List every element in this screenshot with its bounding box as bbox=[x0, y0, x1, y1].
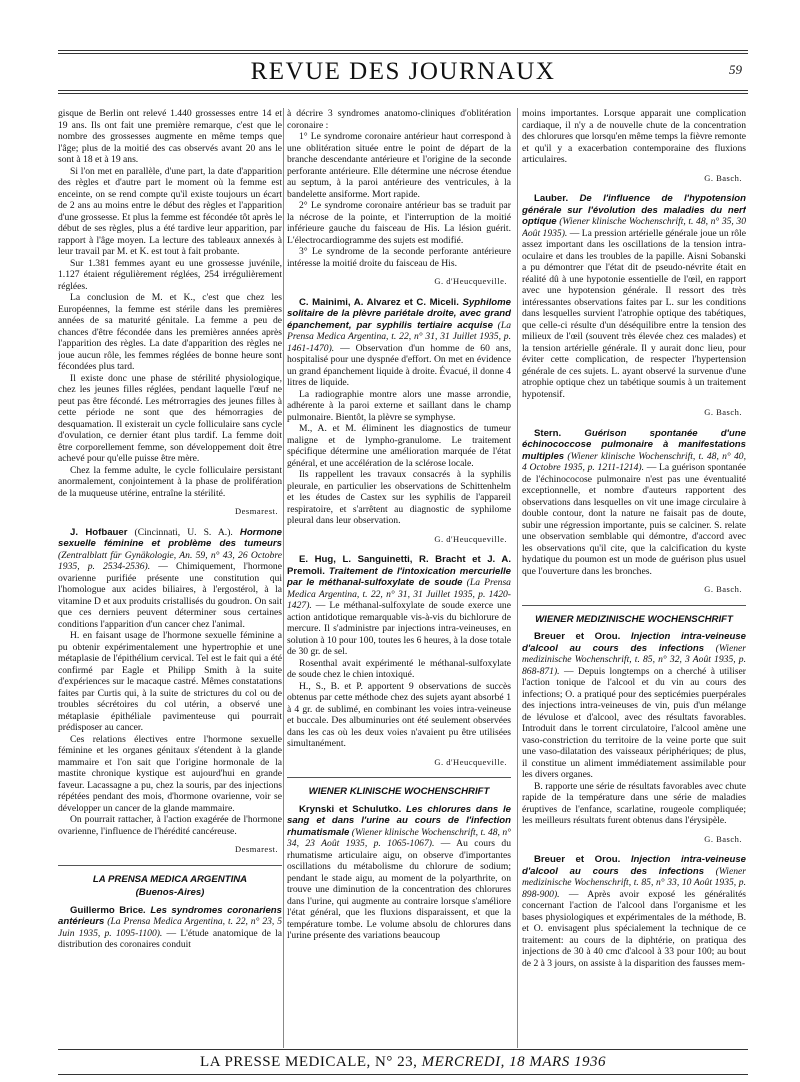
paragraph: La conclusion de M. et K., c'est que chez les Européennes, la femme est stérile dans les premières années de sa maturité génitale. La femme a peu de chances d'être fécondée dans les premières années après l'apparition des règles. La date d'apparition des règles ne joue aucun rôle, les femmes réglées de bonne heure sont fécondées plus tard. bbox=[58, 292, 282, 372]
article-hug bbox=[287, 554, 511, 658]
article-body: — La pression artérielle générale joue un rôle assez important dans les oscillations de la tension intra-oculaire et dans les troubles de la papille. Aisni Sobanski a pu démontrer que l'état dit de pseudo-névrite était en réalité dû à une hypotonie essentielle de l'œil, en rapport avec une hypotension générale. Il ressort des très intéressantes observations faites par L. sur les conditions dans lesquelles survient l'atrophie optique des tabétiques, que celle-ci résulte d'un déséquilibre entre la tension des milieux de l'œil (souvent très élevée chez ces malades) et la tension artérielle générale. Il y aurait donc lieu, pour éviter cette complication, de respecter l'hypertension générale de ces sujets. L. ayant observé la survenue d'une atrophie optique chez un tabétique soumis à un traitement hypotensif. bbox=[522, 227, 746, 400]
article-author: Lauber. bbox=[534, 193, 569, 204]
column-divider-1 bbox=[283, 108, 284, 1048]
journal-section-title: REVUE DES JOURNAUX bbox=[250, 58, 556, 85]
column-left bbox=[58, 108, 282, 1053]
paragraph: Ces relations électives entre l'hormone sexuelle féminine et les organes génitaux s'étendent à la glande mammaire et l'on sait que l'origine hormonale de la mastite chronique kystique est aujourd'hui en grande faveur. Lacassagne a pu, chez la souris, par des injections répétées pendant des mois, d'hormone ovarienne, voir se développer un cancer de la glande mammaire. bbox=[58, 733, 282, 814]
article-krynski bbox=[287, 804, 511, 942]
article-body: — Depuis longtemps on a cherché à utiliser l'action tonique de l'alcool et du vin au cours des infections; O. a pratiqué pour des septicémies puerpérales des injections intra-veineuses de vin, puis d'un mélange de lévulose et d'alcool, avec des résultats favorables. Introduit dans le torrent circulatoire, l'alcool amène une vaso-constriction du territoire de la veine porte que suit une vaso-dilatation des vaisseaux périphériques; de plus, il constitue un aliment immédiatement assimilable pour les divers organes. bbox=[522, 665, 746, 780]
paragraph: On pourrait rattacher, à l'action exagérée de l'hormone ovarienne, l'influence de l'hérédité cancéreuse. bbox=[58, 814, 282, 837]
section-divider bbox=[522, 605, 746, 606]
article-hofbauer bbox=[58, 527, 282, 631]
paragraph: Ils rappellent les travaux consacrés à la syphilis pleurale, en particulier les observations de Schittenhelm et les études de Castex sur les syphilis de l'appareil respiratoire, et s'arrêtent au diagnostic de syphilome pleural dans leur observation. bbox=[287, 469, 511, 526]
footer-journal: LA PRESSE MEDICALE, N° 23, bbox=[200, 1054, 422, 1070]
article-breuer-2 bbox=[522, 854, 746, 969]
paragraph: H., S., B. et P. apportent 9 observations de succès obtenus par cette méthode chez des sujets ayant absorbé 1 à 4 gr. de sublimé, en combinant les voies intra-veineuse et buccale. Des albuminuries ont été seulement observées dans les cas où les deux voies n'avaient pu être utilisées simultanément. bbox=[287, 680, 511, 749]
column-right bbox=[522, 108, 746, 1053]
article-source: (La Prensa Medica Argentina, t. 22, n° 31, 31 Juillet 1935, p. 1420-1427). bbox=[287, 577, 511, 611]
article-source: (Wiener medizinische Wochenschrift, t. 85, n° 33, 10 Août 1935, p. 898-900). bbox=[522, 865, 746, 900]
article-body: — La guérison spontanée de l'échinococose pulmonaire n'est pas une éventualité exceptionnelle, et nombre d'auteurs rapportent des observations dans lesquelles on vit une image circulaire à double contour, dont la nature ne faisait pas de doute, subir une régression importante, puis se calciner. S. relate une observation semblable qui démontre, d'accord avec les observations qu'il cite, que la calcification du kyste hydatique du poumon est un mode de guérison plus usuel que l'ouverture dans les bronches. bbox=[522, 462, 746, 577]
section-heading: WIENER MEDIZINISCHE WOCHENSCHRIFT bbox=[535, 613, 733, 625]
article-author: E. Hug, L. Sanguinetti, R. Bracht et J. A. Premoli. bbox=[287, 554, 511, 577]
article-author: Breuer et Orou. bbox=[534, 631, 621, 642]
article-author: Krynski et Schulutko. bbox=[299, 803, 402, 815]
paragraph: Si l'on met en parallèle, d'une part, la date d'apparition des règles et d'autre part le moment où la femme est enceinte, on se rend compte qu'il existe toujours un écart de 2 ans au moins entre le début des règles et l'apparition d'une grossesse. Et plus la femme est fécondée tôt après le début de ses règles, plus a été tardive leur apparition, par rapport à l'âge moyen. La lecture des tableaux annexés à leur travail par M. et K. est tout à fait probante. bbox=[58, 165, 282, 257]
page-footer bbox=[58, 1054, 748, 1071]
section-divider bbox=[287, 777, 511, 778]
section-subheading: (Buenos-Aires) bbox=[135, 887, 205, 898]
paragraph: à décrire 3 syndromes anatomo-cliniques d'oblitération coronaire : bbox=[287, 108, 511, 131]
paragraph: La radiographie montre alors une masse arrondie, adhérente à la paroi externe et saillant dans le champ pulmonaire. Bientôt, la plèvre se symphyse. bbox=[287, 388, 511, 423]
paragraph: gisque de Berlin ont relevé 1.440 grossesses entre 14 et 19 ans. Ils ont fait une première remarque, c'est que le nombre des grossesses augmente en même temps que l'âge; plus de la moitié des cas observés avant 20 ans le sont à 18 et à 19 ans. bbox=[58, 108, 282, 165]
footer-rule-bottom bbox=[58, 1074, 748, 1075]
article-author: J. Hofbauer bbox=[70, 526, 128, 538]
paragraph: 1° Le syndrome coronaire antérieur haut correspond à une oblitération située entre le point de départ de la branche descendante antérieure et l'origine de la seconde perforante antérieure. Elle détermine une nécrose étendue au septum, à la paroi antérieure des ventricules, à la bandelette ansiforme. Mort rapide. bbox=[287, 131, 511, 200]
paragraph: H. en faisant usage de l'hormone sexuelle féminine a pu obtenir expérimentalement une hypertrophie et une métaplasie de l'épithélium cervical. Tel est le fait qui a été confirmé par Eagle et Philipp Smith à la suite d'expériences sur le macaque castré. Mêmes constatations faites par Curtis qui, à la suite de strictures du col ou de troubles sécrétoires du col utérin, a observé une métaplasie épithéliale pavimenteuse qui pourrait prédisposer au cancer. bbox=[58, 630, 282, 733]
article-author: Guillermo Brice bbox=[70, 904, 144, 916]
article-brice bbox=[58, 905, 282, 951]
article-body: — Chimiquement, l'hormone ovarienne purifiée présente une constitution qui l'homologue aux acides biliaires, à l'ergostérol, à la vitamine D et aux produits cristallisés du goudron. On sait que ces derniers peuvent déterminer sous certaines conditions l'apparition d'un cancer chez l'animal. bbox=[58, 561, 282, 630]
article-author: Breuer et Orou. bbox=[534, 854, 621, 865]
author-location: (Cincinnati, U. S. A.). bbox=[127, 526, 240, 538]
article-source: (Wiener klinische Wochenschrift, t. 48, n° 35, 30 Août 1935). bbox=[522, 216, 746, 239]
signature: Desmarest. bbox=[234, 844, 278, 854]
article-breuer-1 bbox=[522, 631, 746, 781]
paragraph: Chez la femme adulte, le cycle folliculaire persistant anormalement, conjointement à la phase de prolifération de la muqueuse utérine, entraîne la stérilité. bbox=[58, 464, 282, 499]
header-rule-top-2 bbox=[58, 53, 748, 54]
article-title: Traitement de l'intoxication mercurielle par le méthanal-sulfoxylate de soude bbox=[287, 565, 511, 588]
article-title: Les chlorures dans le sang et dans l'urine au cours de l'infection rhumatismale bbox=[287, 803, 511, 838]
article-body: — Le méthanal-sulfoxylate de soude exerce une action antidotique remarquable vis-à-vis du bichlorure de mercure. Il s'administre par injections intra-veineuses, en solution à 10 pour 100, toutes les 6 heures, à la dose totale de 30 gr. de sel. bbox=[287, 600, 511, 657]
section-heading: LA PRENSA MEDICA ARGENTINA bbox=[92, 873, 248, 885]
signature: Desmarest. bbox=[234, 506, 278, 516]
section-divider bbox=[58, 865, 282, 866]
article-title: Injection intra-veineuse d'alcool au cours des infections bbox=[522, 631, 746, 654]
article-title: Injection intra-veineuse d'alcool au cours des infections bbox=[522, 854, 746, 877]
article-title: Hormone sexuelle féminine et problème des tumeurs bbox=[58, 526, 282, 549]
article-stern bbox=[522, 428, 746, 578]
paragraph: Sur 1.381 femmes ayant eu une grossesse juvénile, 1.127 étaient régulièrement réglées, 254 irrégulièrement réglées. bbox=[58, 257, 282, 292]
signature: G. Basch. bbox=[704, 584, 742, 594]
paragraph: M., A. et M. éliminent les diagnostics de tumeur maligne et de lympho-granulome. Le traitement spécifique détermine une amélioration marquée de l'état général, et une accélération de la sclérose locale. bbox=[287, 423, 511, 469]
signature: G. d'Heucqueville. bbox=[434, 276, 507, 286]
article-mainimi bbox=[287, 297, 511, 389]
signature: G. Basch. bbox=[704, 407, 742, 417]
header-rule-top bbox=[58, 50, 748, 51]
section-heading: WIENER KLINISCHE WOCHENSCHRIFT bbox=[308, 786, 490, 797]
paragraph: moins importantes. Lorsque apparait une complication cardiaque, il n'y a de nouvelle chute de la concentration des chlorures que lorsqu'en même temps la fièvre remonte et qu'il y a exacerbation contemporaine des fluxions articulaires. bbox=[522, 108, 746, 165]
article-title: De l'influence de l'hypotension générale sur l'évolution des maladies du nerf optique bbox=[522, 193, 746, 227]
signature: G. Basch. bbox=[704, 172, 742, 183]
article-lauber bbox=[522, 193, 746, 400]
article-title: . Les syndromes coronariens antérieurs bbox=[58, 904, 282, 927]
article-title: Syphilome solitaire de la plèvre pariétale droite, avec grand épanchement, par syphilis tertiaire acquise bbox=[287, 296, 511, 331]
header-rule-bottom-2 bbox=[58, 93, 748, 94]
paragraph: Il existe donc une phase de stérilité physiologique, chez les jeunes filles réglées, pendant laquelle l'œuf ne peut pas être fécondé. Les métrorragies des jeunes filles à cette période ne sont que des hémorragies de desquamation. Il existerait un cycle folliculaire sans cycle d'ovulation, ce dernier étant plus tardif. La femme doit être corporellement femme, son développement doit être achevé pour qu'elle puisse être mère. bbox=[58, 372, 282, 464]
article-body: — L'étude anatomique de la distribution des coronaires conduit bbox=[58, 927, 282, 950]
article-source: (Zentralblatt für Gynäkologie, An. 59, n° 43, 26 Octobre 1935, p. 2534-2536). bbox=[58, 549, 282, 572]
article-title: Guérison spontanée d'une échinococcose pulmonaire à manifestations multiples bbox=[522, 427, 746, 462]
paragraph: B. rapporte une série de résultats favorables avec chute rapide de la température dans une série de maladies éruptives de l'enfance, scarlatine, rougeole compliquée; les meilleurs résultats furent obtenus dans l'érysipèle. bbox=[522, 780, 746, 826]
article-source: (Wiener medizinische Wochenschrift, t. 85, n° 32, 3 Août 1935, p. 868-871). bbox=[522, 642, 746, 677]
article-author: Stern. bbox=[534, 427, 562, 439]
footer-date: MERCREDI, 18 MARS 1936 bbox=[421, 1054, 606, 1070]
article-source: (Wiener klinische Wochenschrift, t. 48, n° 34, 23 Août 1935, p. 1065-1067). bbox=[287, 826, 511, 849]
article-body: — Au cours du rhumatisme articulaire aigu, on observe d'importantes oscillations du métabolisme du chlorure de sodium; pendant le stade aigu, au moment de la polyarthrite, on trouve une diminution de la concentration des chlorures dans l'urine, qui augmente au contraire lorsque s'améliore l'état général, que les fluxions disparaissent, et que la température tombe. Le volume absolu de chlorures dans l'urine présente des variations beaucoup bbox=[287, 838, 511, 941]
article-body: — Observation d'un homme de 60 ans, hospitalisé pour une dyspnée d'effort. On met en évidence un grand épanchement liquide à droite. Évacué, il donne 4 litres de liquide. bbox=[287, 342, 511, 388]
article-author: C. Mainimi, A. Alvarez et C. Miceli. bbox=[299, 296, 459, 308]
article-source: (La Prensa Medica Argentina, t. 22, n° 31, 31 Juillet 1935, p. 1461-1470). bbox=[287, 319, 511, 354]
page-number: 59 bbox=[729, 62, 742, 77]
paragraph: Rosenthal avait expérimenté le méthanal-sulfoxylate de soude chez le chien intoxiqué. bbox=[287, 657, 511, 680]
article-source: (La Prensa Medica Argentina, t. 22, n° 23, 5 Juin 1935, p. 1095-1100). bbox=[58, 916, 282, 939]
signature: G. d'Heucqueville. bbox=[434, 756, 507, 767]
header-rule-bottom bbox=[58, 90, 748, 91]
article-body: — Après avoir exposé les généralités concernant l'action de l'alcool dans l'organisme et les bases physiologiques et expérimentales de la méthode, B. et O. envisagent plus spécialement la technique de ce traitement: au cours de la diphtérie, on pratiqua des injections de 30 à 40 cmc d'alcool à 33 pour 100; au bout de 2 à 3 jours, on assiste à la disparition des fausses mem- bbox=[522, 888, 746, 969]
signature: G. Basch. bbox=[704, 833, 742, 844]
column-divider-2 bbox=[517, 108, 518, 1048]
paragraph: 3° Le syndrome de la seconde perforante antérieure intéresse la moitié droite du faisceau de His. bbox=[287, 246, 511, 269]
article-source: (Wiener klinische Wochenschrift, t. 48, n° 40, 4 Octobre 1935, p. 1211-1214). bbox=[522, 450, 746, 473]
paragraph: 2° Le syndrome coronaire antérieur bas se traduit par la nécrose de la pointe, et l'interruption de la moitié inférieure gauche du faisceau de His. La lésion guérit. L'électrocardiogramme des sujets est modifié. bbox=[287, 200, 511, 246]
footer-rule bbox=[58, 1049, 748, 1050]
signature: G. d'Heucqueville. bbox=[434, 533, 507, 544]
column-middle bbox=[287, 108, 511, 1053]
